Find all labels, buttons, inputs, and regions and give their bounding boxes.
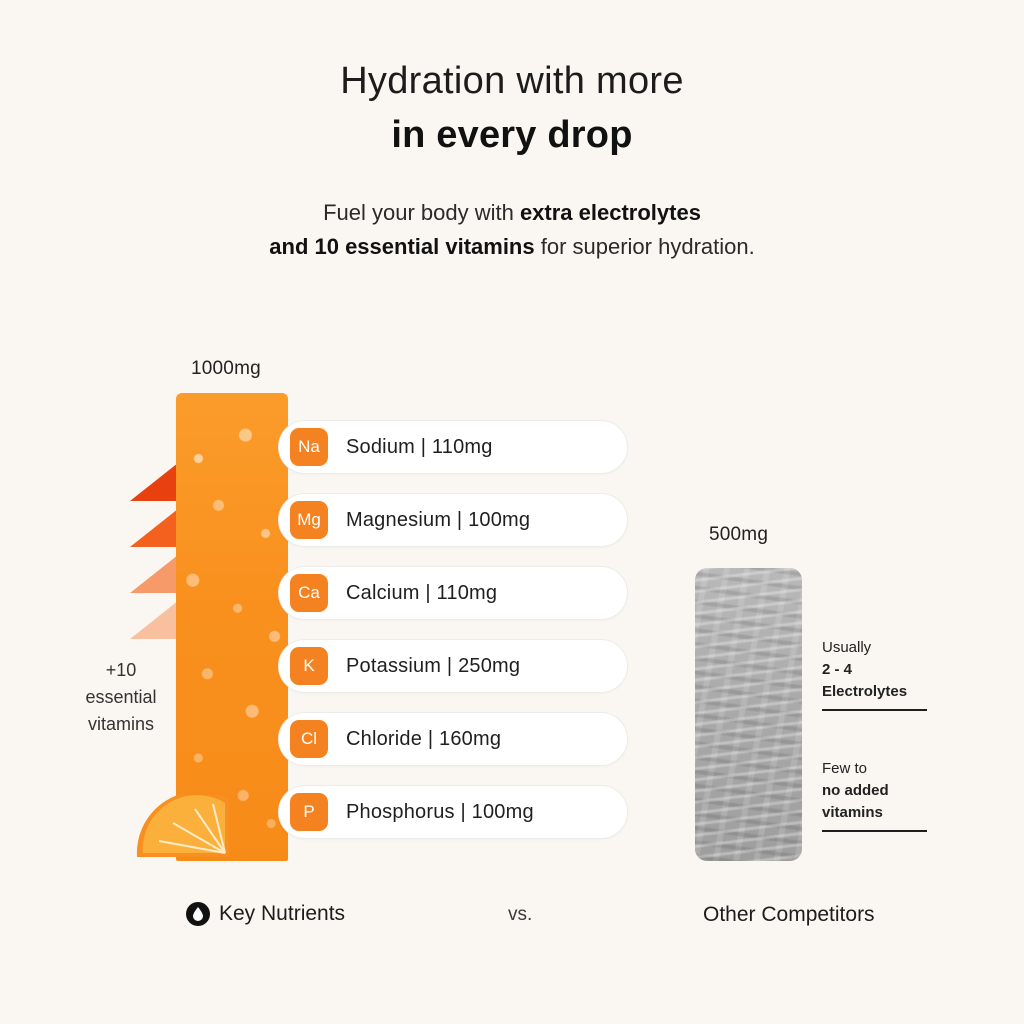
nutrient-symbol-badge: Ca <box>290 574 328 612</box>
nutrient-list <box>278 420 628 858</box>
vitamins-note-line-3: vitamins <box>87 714 154 734</box>
competitor-note-1-bold: 2 - 4 <box>822 660 853 678</box>
vitamins-note-line-2: essential <box>85 687 157 707</box>
footer-label-other-competitors: Other Competitors <box>703 903 875 926</box>
water-texture <box>695 568 802 861</box>
nutrient-symbol-badge: Mg <box>290 501 328 539</box>
vitamins-note-line-1: +10 <box>105 660 137 680</box>
nutrient-symbol-badge: Na <box>290 428 328 466</box>
nutrient-label: Calcium | 110mg <box>346 581 498 604</box>
page-title <box>0 58 1024 161</box>
subheadline-bold-2: and 10 essential vitamins <box>269 234 535 260</box>
competitor-note-2-bold: no added <box>822 781 889 799</box>
ours-amount-label: 1000mg <box>191 358 261 379</box>
nutrient-label: Sodium | 110mg <box>346 435 493 458</box>
subheadline-bold-1: extra electrolytes <box>519 200 701 225</box>
subheadline <box>0 196 1024 264</box>
headline-line-2: in every drop <box>391 113 633 156</box>
vitamins-note <box>62 657 180 738</box>
footer-label-key-nutrients <box>186 902 345 926</box>
nutrient-label: Potassium | 250mg <box>346 654 521 677</box>
nutrient-symbol-badge: Cl <box>290 720 328 758</box>
nutrient-label: Chloride | 160mg <box>346 727 502 750</box>
nutrient-symbol-badge: K <box>290 647 328 685</box>
subheadline-part-1: Fuel your body with <box>323 200 520 225</box>
bar-key-nutrients <box>176 393 288 861</box>
underline-rule <box>822 830 927 832</box>
list-item[interactable] <box>278 420 628 474</box>
water-drop-icon <box>186 902 210 926</box>
list-item[interactable] <box>278 493 628 547</box>
bar-other-competitors <box>695 568 802 861</box>
subheadline-part-3: for superior hydration. <box>534 234 755 260</box>
nutrient-label: Phosphorus | 100mg <box>346 800 534 823</box>
competitor-note-electrolytes <box>822 637 927 711</box>
nutrient-symbol-badge: P <box>290 793 328 831</box>
competitor-note-2-bold-2: vitamins <box>822 803 883 821</box>
competitor-note-vitamins <box>822 758 927 832</box>
versus-label: vs. <box>508 904 533 925</box>
list-item[interactable] <box>278 712 628 766</box>
competitor-note-2-small: Few to <box>822 760 868 777</box>
orange-slice-icon <box>133 795 237 861</box>
list-item[interactable] <box>278 785 628 839</box>
footer-label-ours-text: Key Nutrients <box>219 902 346 925</box>
underline-rule <box>822 709 927 711</box>
competitor-note-1-bold-2: Electrolytes <box>822 682 908 700</box>
headline-line-1: Hydration with more <box>340 60 684 102</box>
theirs-amount-label: 500mg <box>709 524 769 545</box>
list-item[interactable] <box>278 639 628 693</box>
list-item[interactable] <box>278 566 628 620</box>
competitor-note-1-small: Usually <box>822 639 872 656</box>
nutrient-label: Magnesium | 100mg <box>346 508 531 531</box>
